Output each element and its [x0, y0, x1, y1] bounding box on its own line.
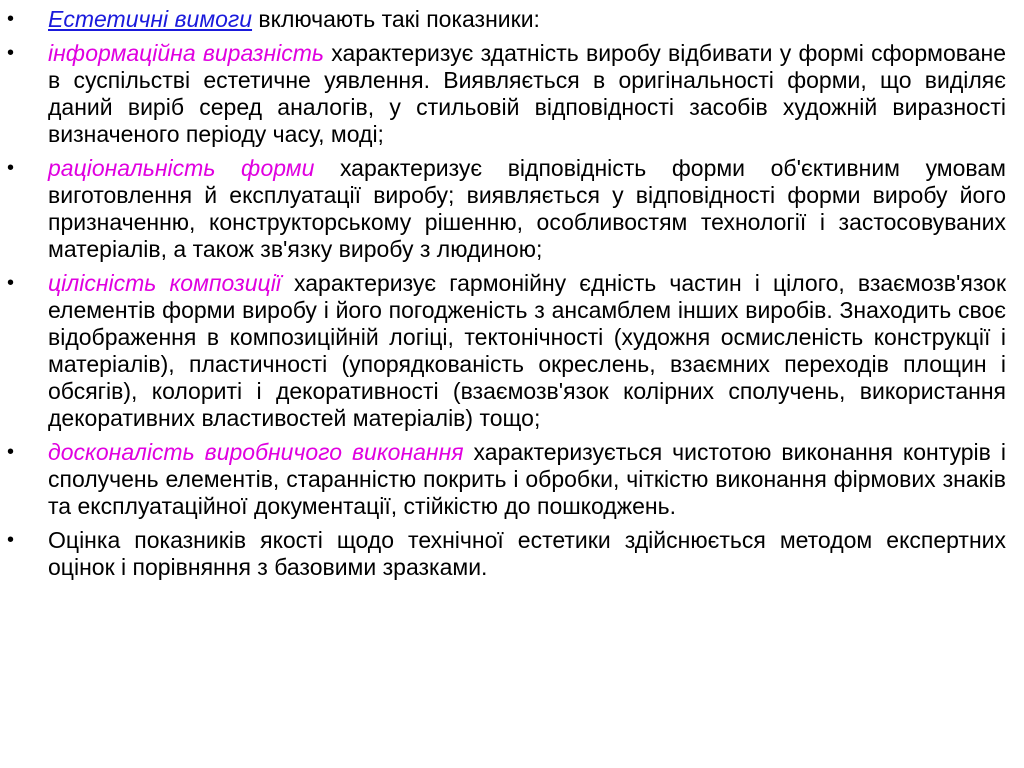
item-term: досконалість виробничого виконання — [48, 439, 464, 465]
item-text: включають такі показники: — [252, 6, 540, 32]
aesthetic-requirements-link[interactable]: Естетичні вимоги — [48, 6, 253, 32]
list-item — [48, 155, 1006, 263]
item-text: характеризує здатність виробу відбивати у формі сформоване в суспільстві естетичне уявлення. Виявляється в оригінальності форми, що виділяє даний виріб серед аналогів, у стильовій відповідності засобів художній виразності визначеного періоду часу, моді; — [48, 40, 1006, 147]
item-text: характеризує відповідність форми об'єктивним умовам виготовлення й експлуатації виробу; виявляється у відповідності форми виробу його призначенню, конструкторському рішенню, особливостям технології і застосовуваних матеріалів, а також зв'язку виробу з людиною; — [48, 155, 1006, 262]
item-term: раціональність форми — [48, 155, 315, 181]
list-item — [48, 439, 1006, 520]
list-item — [48, 527, 1006, 581]
list-item — [48, 270, 1006, 432]
item-text: Оцінка показників якості щодо технічної естетики здійснюється методом експертних оцінок і порівняння з базовими зразками. — [48, 527, 1006, 580]
item-term: інформаційна виразність — [48, 40, 324, 66]
list-item — [48, 6, 1006, 33]
item-text: характеризує гармонійну єдність частин і цілого, взаємозв'язок елементів форми виробу і його погодженість з ансамблем інших виробів. Знаходить своє відображення в композиційній логіці, тектонічності (художня осмисленість конструкції і матеріалів), пластичності (упорядкованість окреслень, взаємних переходів площин і обсягів), колориті і декоративності (взаємозв'язок колірних сполучень, використання декоративних властивостей матеріалів) тощо; — [48, 270, 1007, 431]
item-term: цілісність композиції — [48, 270, 281, 296]
item-text: характеризується чистотою виконання контурів і сполучень елементів, старанністю покрить і обробки, чіткістю виконання фірмових знаків та експлуатаційної документації, стійкістю до пошкоджень. — [48, 439, 1006, 519]
bullet-list — [48, 6, 1006, 581]
list-item — [48, 40, 1006, 148]
